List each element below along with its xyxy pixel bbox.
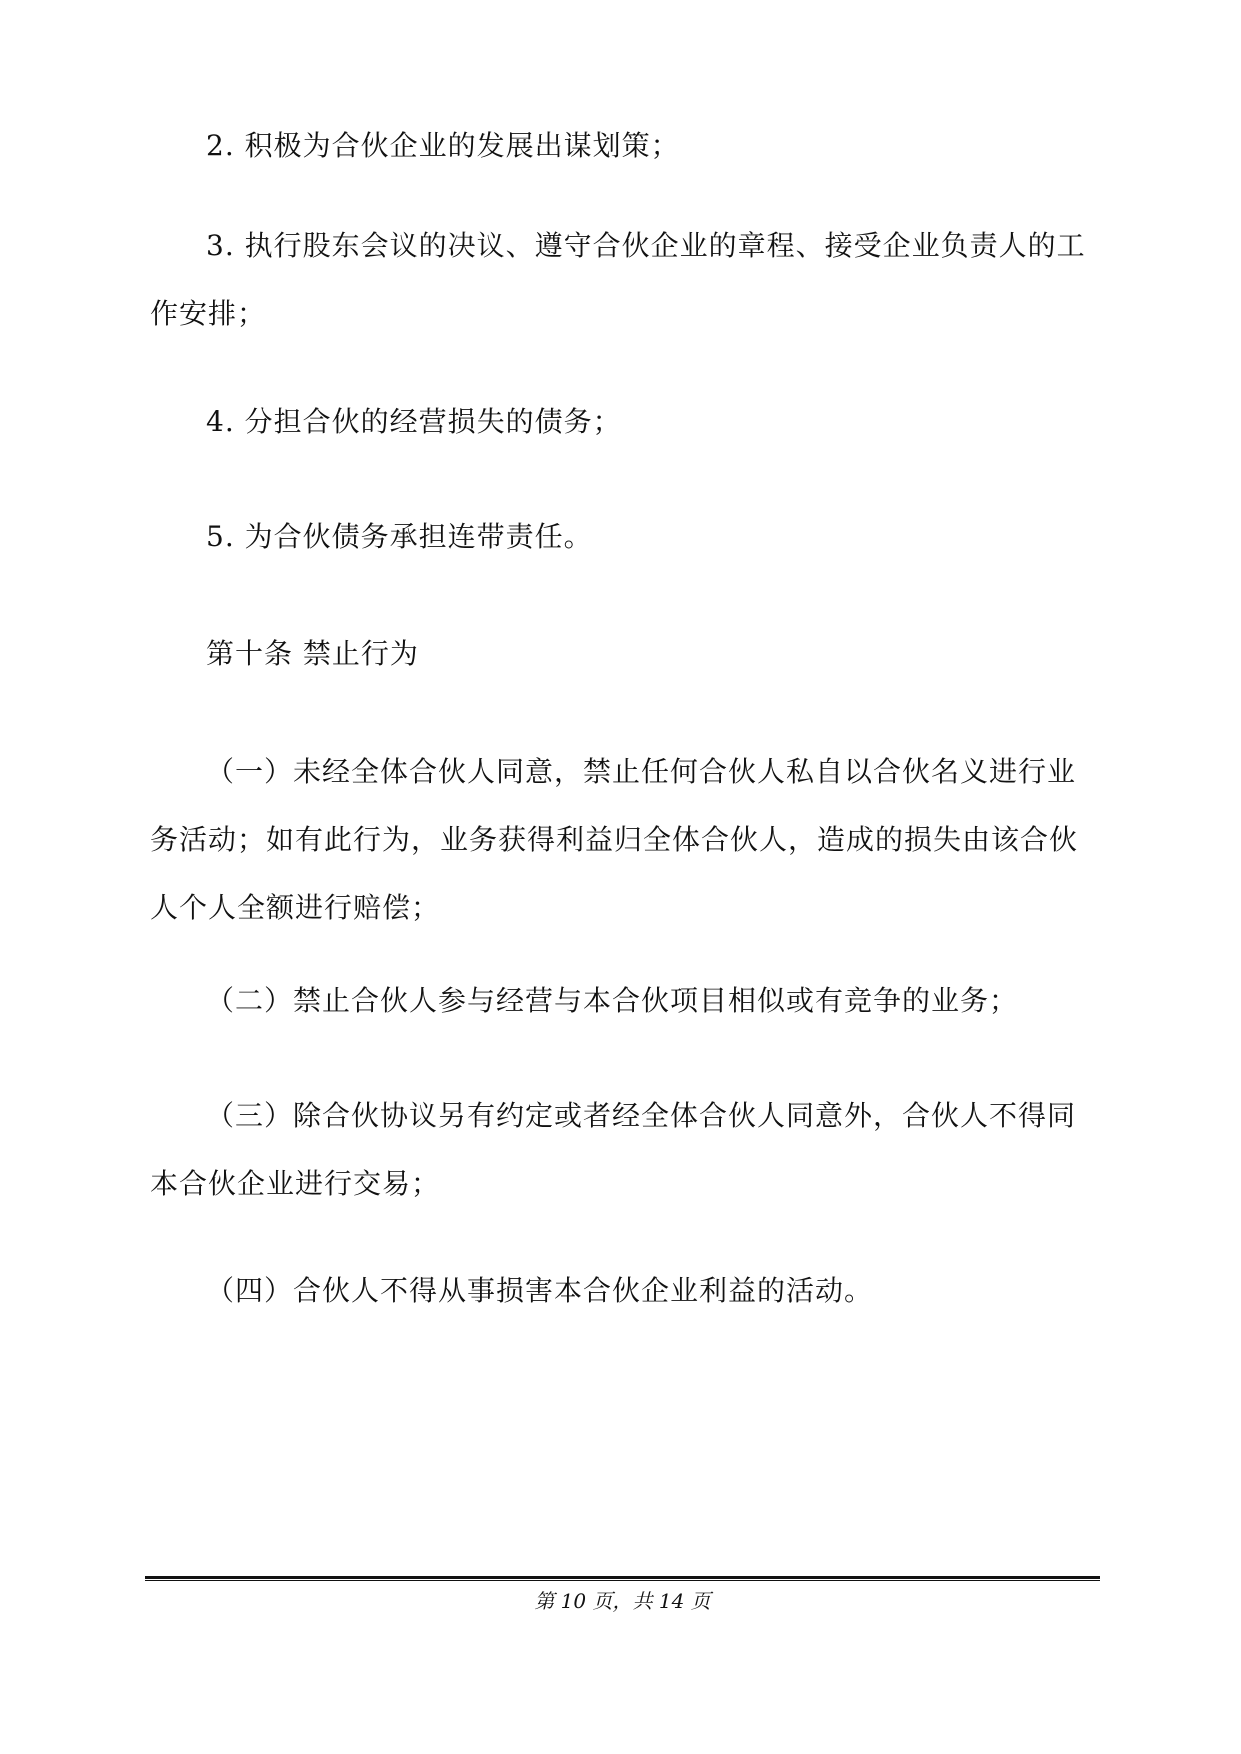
clause-item-4: 4. 分担合伙的经营损失的债务； [206, 405, 622, 438]
prohibition-item-2: （二）禁止合伙人参与经营与本合伙项目相似或有竞争的业务； [206, 984, 1019, 1017]
clause-item-5: 5. 为合伙债务承担连带责任。 [206, 520, 593, 553]
prohibition-item-4: （四）合伙人不得从事损害本合伙企业利益的活动。 [206, 1274, 874, 1307]
page-number: 第 10 页，共 14 页 [534, 1589, 711, 1613]
footer-divider [145, 1576, 1100, 1581]
clause-item-2: 2. 积极为合伙企业的发展出谋划策； [206, 129, 680, 162]
prohibition-item-1: （一）未经全体合伙人同意，禁止任何合伙人私自以合伙名义进行业务活动；如有此行为，业务获得利益归全体合伙人，造成的损失由该合伙人个人全额进行赔偿； [150, 755, 1079, 924]
prohibition-item-3: （三）除合伙协议另有约定或者经全体合伙人同意外，合伙人不得同本合伙企业进行交易； [150, 1099, 1077, 1200]
article-heading: 第十条 禁止行为 [206, 637, 419, 670]
clause-item-3: 3. 执行股东会议的决议、遵守合伙企业的章程、接受企业负责人的工作安排； [150, 229, 1086, 330]
